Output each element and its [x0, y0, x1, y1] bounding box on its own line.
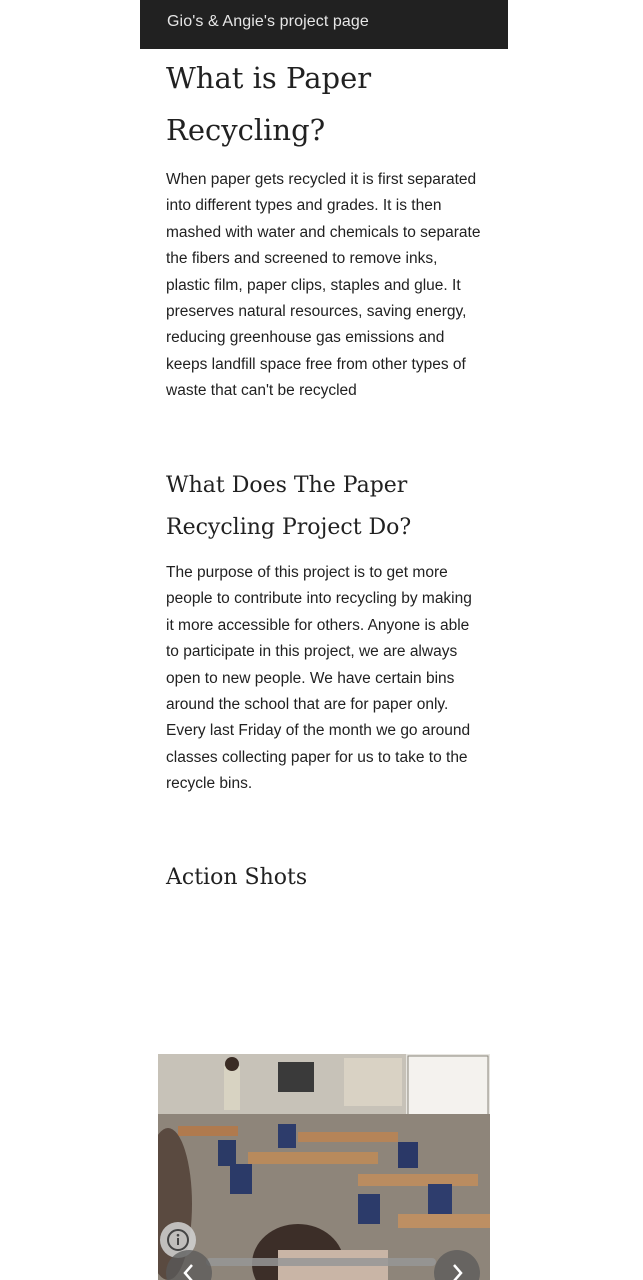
section-action-shots — [166, 857, 486, 899]
carousel-scrollbar[interactable] — [206, 1258, 436, 1266]
top-bar — [140, 0, 508, 49]
section-body: The purpose of this project is to get more people to contribute into recycling by making it more accessible for others. Anyone is able to participate in this project, we are always open to new people. We have certain bins around the school that are for paper only. Every last Friday of the month we go around classes collecting paper for us to take to the recycle bins. — [166, 564, 472, 793]
section-heading: Action Shots — [166, 865, 308, 890]
photo-carousel[interactable] — [158, 1054, 490, 1280]
chevron-right-icon — [449, 1262, 465, 1280]
section-heading: What Does The Paper Recycling Project Do? — [166, 473, 412, 540]
site-title-link[interactable]: Gio's & Angie's project page — [167, 13, 369, 30]
section-what-does-project-do — [166, 465, 486, 549]
section-body-container — [166, 167, 486, 405]
chevron-left-icon — [181, 1262, 197, 1280]
section-body-container — [166, 560, 486, 798]
section-body: When paper gets recycled it is first separated into different types and grades. It is then mashed with water and chemicals to separate the fibers and screened to remove inks, plastic film, paper clips, staples and glue. It preserves natural resources, saving energy, reducing greenhouse gas emissions and keeps landfill space free from other types of waste that can't be recycled — [166, 171, 481, 400]
section-heading: What is Paper Recycling? — [166, 61, 372, 147]
classroom-photo — [158, 1054, 490, 1280]
info-icon — [166, 1228, 190, 1252]
section-what-is-paper-recycling — [166, 52, 486, 156]
